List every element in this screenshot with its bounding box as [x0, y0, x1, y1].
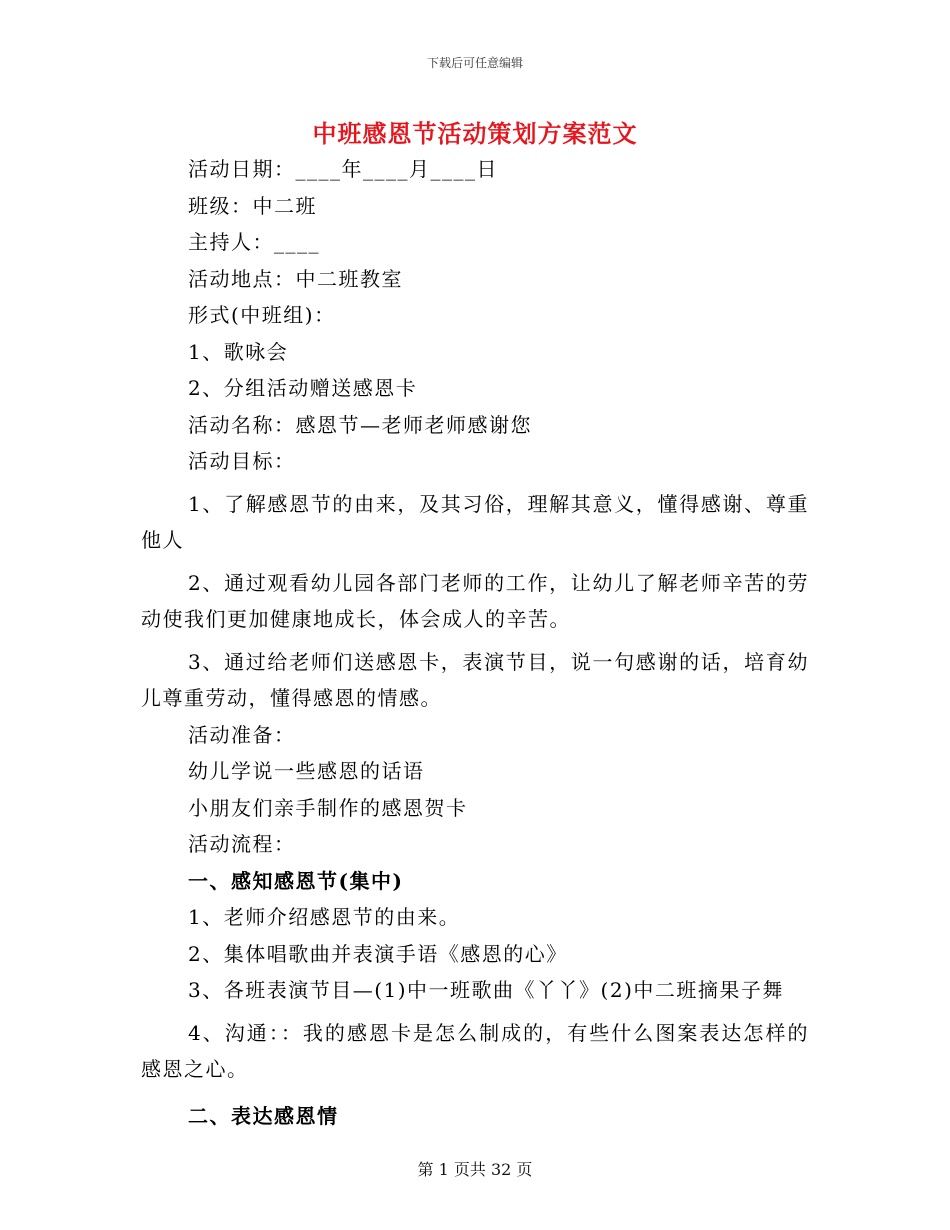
section-heading-1: 一、感知感恩节(集中) — [188, 868, 404, 893]
activity-host: 主持人：____ — [188, 230, 320, 254]
activity-date: 活动日期：____年____月____日 — [188, 157, 498, 181]
section-heading-2: 二、表达感恩情 — [188, 1103, 339, 1128]
flow-step-2: 2、集体唱歌曲并表演手语《感恩的心》 — [188, 941, 568, 966]
activity-goal-1: 1、了解感恩节的由来，及其习俗，理解其意义，懂得感谢、尊重他人 — [141, 491, 809, 552]
page-footer: 第 1 页共 32 页 — [417, 1160, 533, 1179]
activity-goal-heading: 活动目标： — [188, 449, 296, 473]
activity-flow-heading: 活动流程： — [188, 832, 296, 856]
activity-prep-item-1: 幼儿学说一些感恩的话语 — [188, 759, 425, 783]
activity-place: 活动地点：中二班教室 — [188, 266, 403, 291]
activity-form-heading: 形式(中班组)： — [188, 303, 336, 327]
document-body — [141, 151, 809, 1134]
activity-form-item-2: 2、分组活动赠送感恩卡 — [188, 376, 418, 400]
document-title: 中班感恩节活动策划方案范文 — [312, 119, 638, 148]
flow-step-3: 3、各班表演节目—(1)中一班歌曲《丫丫》(2)中二班摘果子舞 — [188, 978, 784, 1002]
activity-prep-item-2: 小朋友们亲手制作的感恩贺卡 — [188, 795, 468, 820]
activity-goal-2: 2、通过观看幼儿园各部门老师的工作，让幼儿了解老师辛苦的劳动使我们更加健康地成长，体会成人的辛苦。 — [141, 570, 809, 631]
page-header-note: 下载后可任意编辑 — [426, 56, 523, 70]
activity-name: 活动名称：感恩节—老师老师感谢您 — [188, 412, 532, 437]
activity-class: 班级：中二班 — [188, 193, 317, 218]
activity-goal-3: 3、通过给老师们送感恩卡，表演节目，说一句感谢的话，培育幼儿尊重劳动，懂得感恩的情感。 — [141, 649, 809, 710]
activity-form-item-1: 1、歌咏会 — [188, 339, 289, 364]
activity-prep-heading: 活动准备： — [188, 722, 296, 747]
flow-step-4: 4、沟通：：我的感恩卡是怎么制成的，有些什么图案表达怎样的感恩之心。 — [141, 1020, 809, 1081]
flow-step-1: 1、老师介绍感恩节的由来。 — [188, 905, 461, 929]
